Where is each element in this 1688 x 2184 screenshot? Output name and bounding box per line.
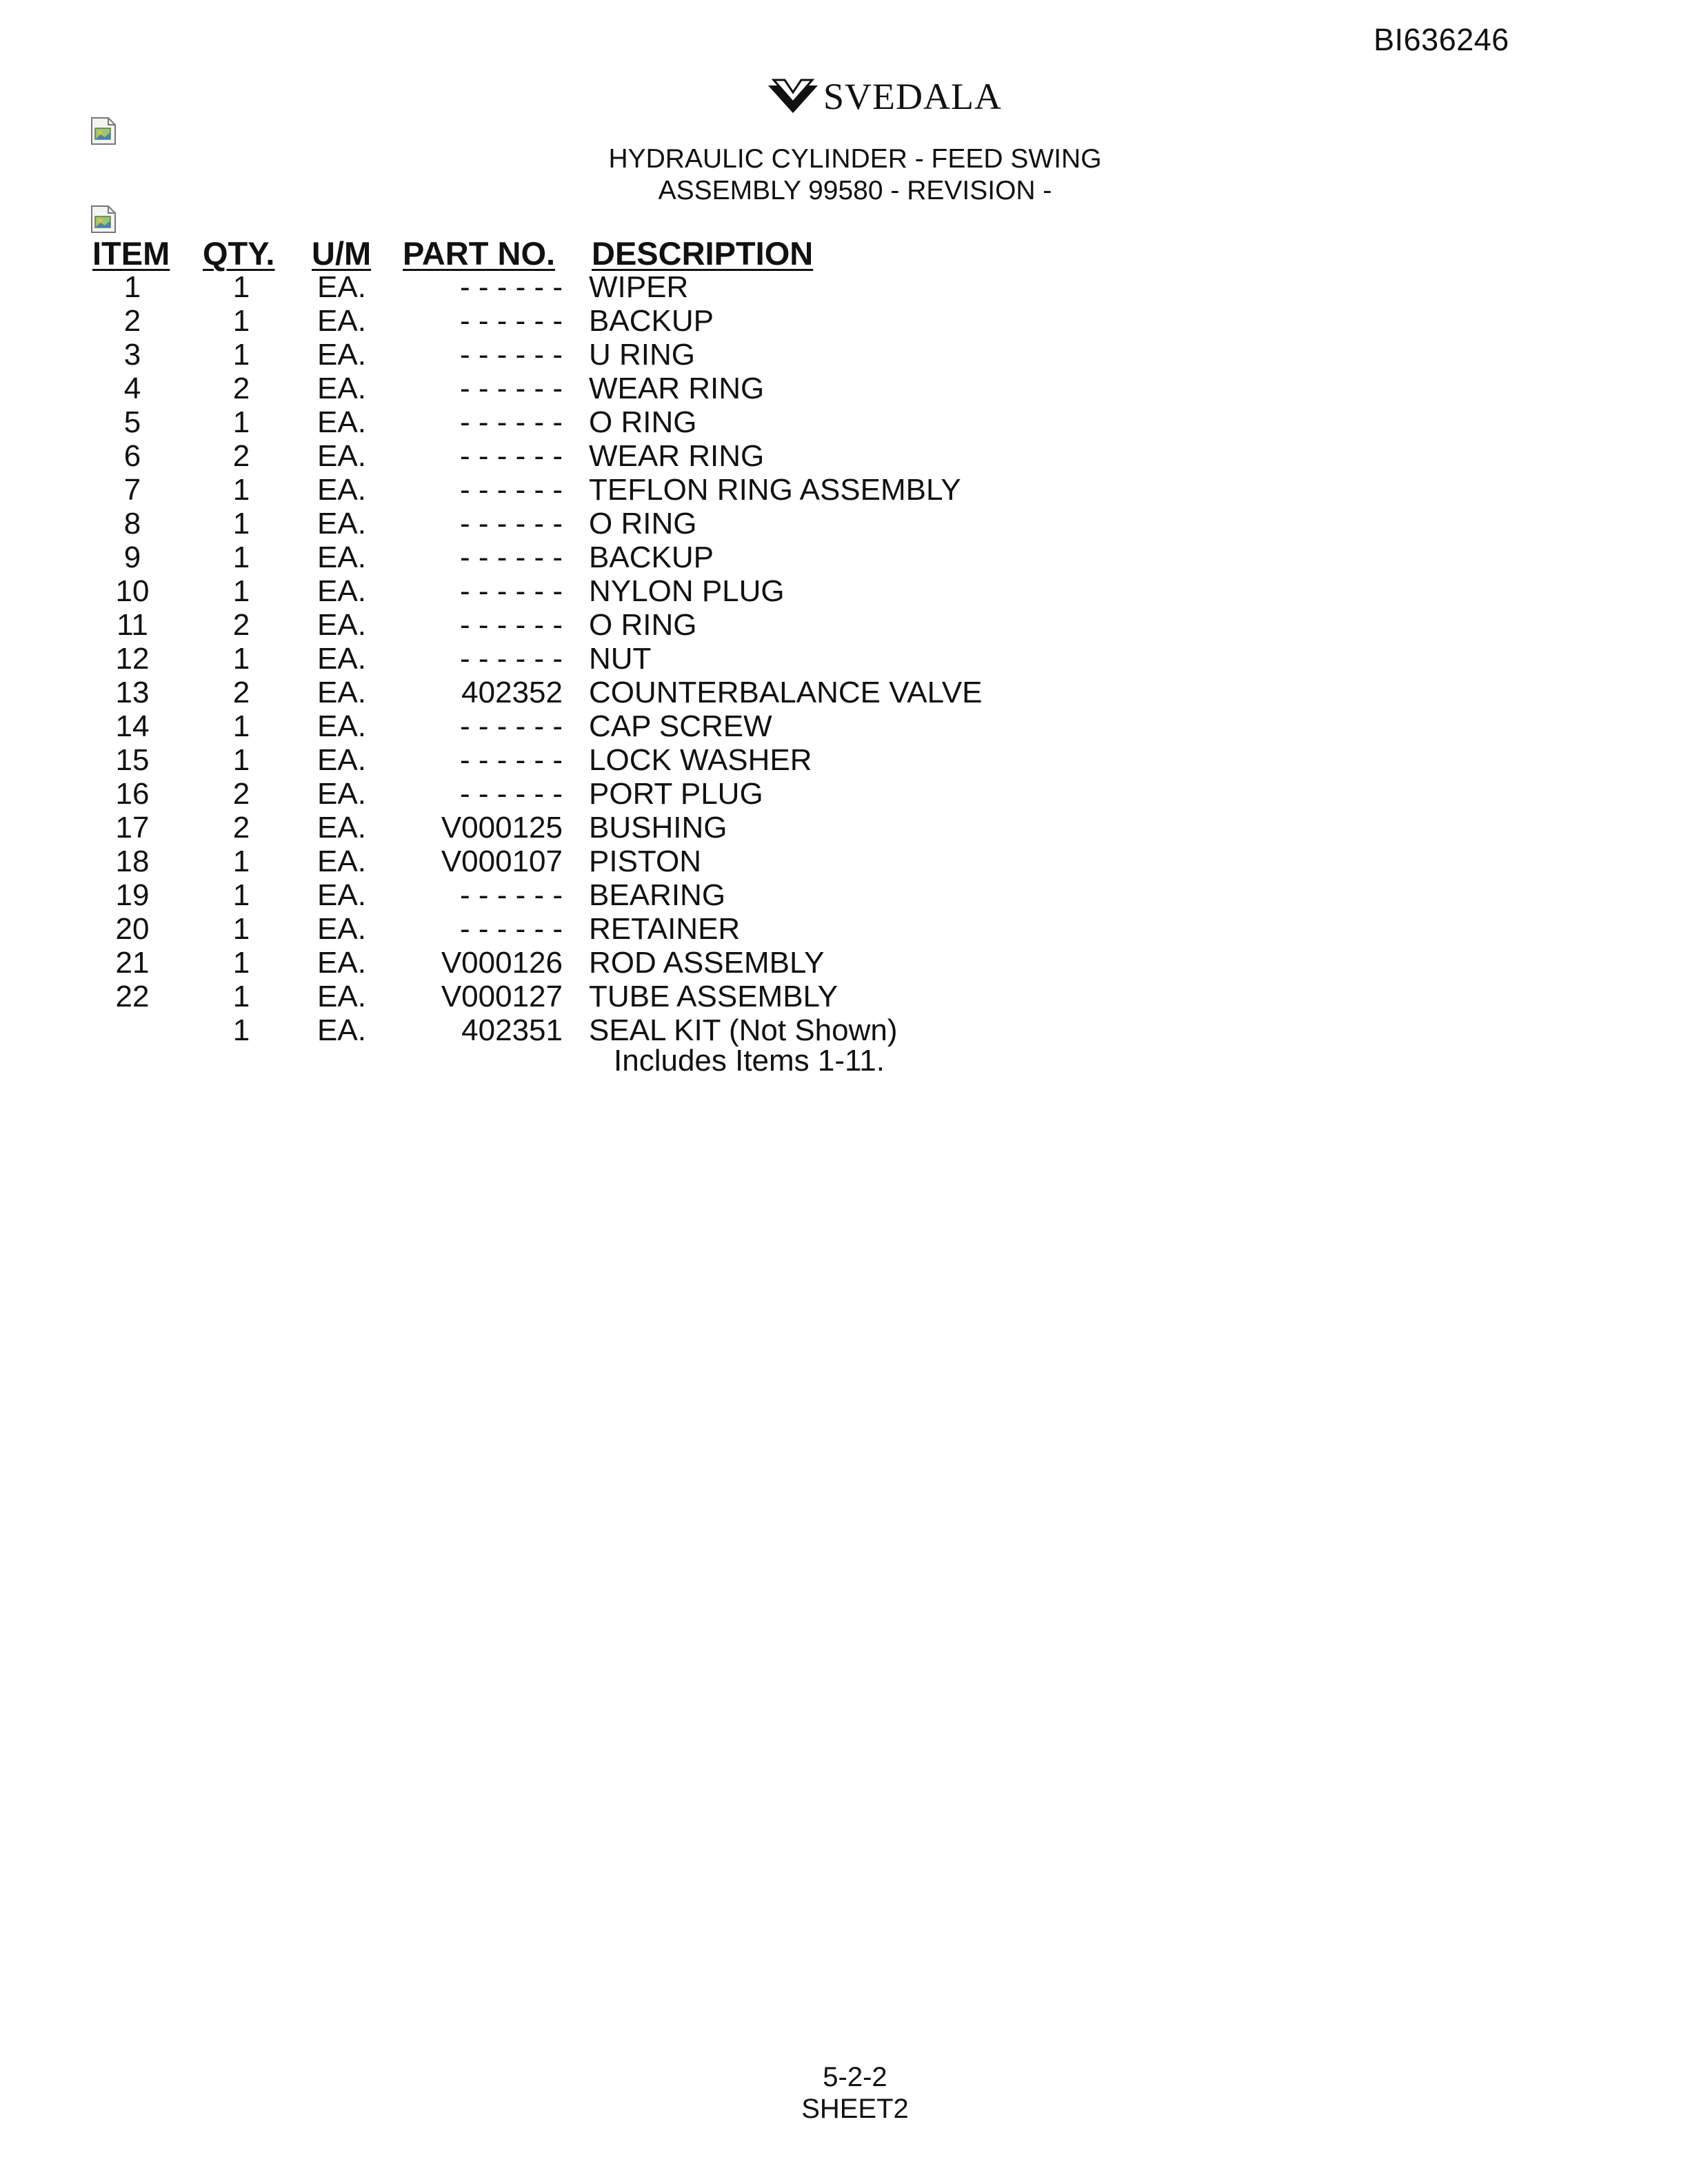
description: O RING [589,507,697,540]
table-row [0,878,1688,912]
header-qty: QTY. [203,235,275,272]
unit-of-measure: EA. [317,507,366,540]
description: WEAR RING [589,372,765,405]
quantity: 2 [232,676,250,709]
item-number: 7 [123,473,141,507]
table-row [0,946,1688,980]
quantity: 1 [232,845,250,878]
part-number: - - - - - - [459,540,563,574]
table-row [0,507,1688,540]
quantity: 1 [232,878,250,912]
document-title [0,143,1688,207]
unit-of-measure: EA. [317,946,366,980]
part-number: - - - - - - [459,270,563,304]
item-number: 8 [123,507,141,540]
description: NYLON PLUG [589,574,785,608]
part-number: - - - - - - [459,338,563,372]
quantity: 1 [232,642,250,676]
item-number: 19 [115,878,150,912]
quantity: 1 [232,1013,250,1047]
item-number: 18 [115,845,150,878]
sheet-label: SHEET2 [801,2094,909,2124]
description: RETAINER [589,912,741,946]
description: U RING [589,338,695,372]
item-number: 9 [123,540,141,574]
quantity: 1 [232,574,250,608]
part-number: 402351 [461,1013,563,1047]
part-number: V000127 [441,980,563,1013]
description: O RING [589,608,697,642]
quantity: 2 [232,439,250,473]
page-number: 5-2-2 [823,2062,887,2092]
description: ROD ASSEMBLY [589,946,825,980]
unit-of-measure: EA. [317,473,366,507]
part-number: - - - - - - [459,405,563,439]
table-row [0,439,1688,473]
unit-of-measure: EA. [317,1013,366,1047]
broken-image-icon [90,116,117,146]
unit-of-measure: EA. [317,777,366,811]
description: TEFLON RING ASSEMBLY [589,473,961,507]
quantity: 1 [232,540,250,574]
item-number: 5 [123,405,141,439]
table-row [0,372,1688,405]
quantity: 1 [232,743,250,777]
item-number: 22 [115,980,150,1013]
part-number: - - - - - - [459,912,563,946]
part-number: - - - - - - [459,574,563,608]
description: BACKUP [589,540,714,574]
table-row [0,777,1688,811]
description: BEARING [589,878,726,912]
table-row [0,405,1688,439]
item-number: 21 [115,946,150,980]
table-row [0,980,1688,1013]
unit-of-measure: EA. [317,845,366,878]
unit-of-measure: EA. [317,270,366,304]
table-row [0,540,1688,574]
item-number: 13 [115,676,150,709]
part-number: - - - - - - [459,878,563,912]
header-um: U/M [312,235,372,272]
quantity: 1 [232,980,250,1013]
unit-of-measure: EA. [317,642,366,676]
table-row [0,574,1688,608]
unit-of-measure: EA. [317,405,366,439]
unit-of-measure: EA. [317,676,366,709]
document-id: BI636246 [1374,22,1509,57]
header-item: ITEM [92,235,170,272]
item-number: 1 [123,270,141,304]
table-row [0,1013,1688,1047]
table-row [0,338,1688,372]
part-number: 402352 [461,676,563,709]
item-number: 17 [115,811,150,845]
unit-of-measure: EA. [317,912,366,946]
table-row [0,912,1688,946]
table-row [0,743,1688,777]
part-number: - - - - - - [459,473,563,507]
part-number: V000107 [441,845,563,878]
item-number: 20 [115,912,150,946]
quantity: 2 [232,777,250,811]
item-number: 6 [123,439,141,473]
unit-of-measure: EA. [317,811,366,845]
broken-image-icon [90,204,117,234]
part-number: - - - - - - [459,608,563,642]
part-number: - - - - - - [459,743,563,777]
description: SEAL KIT (Not Shown) [589,1013,898,1047]
part-number: - - - - - - [459,304,563,338]
quantity: 2 [232,811,250,845]
description: WIPER [589,270,689,304]
unit-of-measure: EA. [317,878,366,912]
unit-of-measure: EA. [317,709,366,743]
title-line-2: ASSEMBLY 99580 - REVISION - [658,176,1052,205]
seal-kit-note: Includes Items 1-11. [614,1044,885,1078]
item-number: 11 [117,608,148,642]
quantity: 1 [232,912,250,946]
quantity: 1 [232,709,250,743]
item-number: 16 [115,777,150,811]
quantity: 1 [232,338,250,372]
brand-name: SVEDALA [823,76,1002,117]
part-number: V000126 [441,946,563,980]
description: COUNTERBALANCE VALVE [589,676,983,709]
part-number: - - - - - - [459,439,563,473]
unit-of-measure: EA. [317,574,366,608]
unit-of-measure: EA. [317,743,366,777]
header-description: DESCRIPTION [592,235,814,272]
table-row [0,845,1688,878]
unit-of-measure: EA. [317,372,366,405]
quantity: 2 [232,608,250,642]
part-number: - - - - - - [459,777,563,811]
unit-of-measure: EA. [317,338,366,372]
quantity: 1 [232,507,250,540]
table-row [0,811,1688,845]
part-number: - - - - - - [459,507,563,540]
description: WEAR RING [589,439,765,473]
item-number: 2 [123,304,141,338]
part-number: - - - - - - [459,372,563,405]
unit-of-measure: EA. [317,980,366,1013]
table-row [0,304,1688,338]
item-number: 12 [115,642,150,676]
part-number: - - - - - - [459,709,563,743]
table-row [0,270,1688,304]
quantity: 1 [232,270,250,304]
description: TUBE ASSEMBLY [589,980,838,1013]
table-row [0,642,1688,676]
table-row [0,709,1688,743]
item-number: 15 [115,743,150,777]
quantity: 2 [232,372,250,405]
table-row [0,676,1688,709]
part-number: - - - - - - [459,642,563,676]
description: PISTON [589,845,702,878]
item-number: 14 [115,709,150,743]
description: LOCK WASHER [589,743,812,777]
description: O RING [589,405,697,439]
description: BUSHING [589,811,727,845]
item-number: 3 [123,338,141,372]
description: PORT PLUG [589,777,763,811]
unit-of-measure: EA. [317,439,366,473]
unit-of-measure: EA. [317,540,366,574]
item-number: 4 [123,372,141,405]
description: BACKUP [589,304,714,338]
quantity: 1 [232,946,250,980]
item-number: 10 [115,574,150,608]
quantity: 1 [232,405,250,439]
svedala-chevron-logo-icon [767,79,819,114]
unit-of-measure: EA. [317,304,366,338]
part-number: V000125 [441,811,563,845]
description: CAP SCREW [589,709,772,743]
unit-of-measure: EA. [317,608,366,642]
quantity: 1 [232,304,250,338]
title-line-1: HYDRAULIC CYLINDER - FEED SWING [608,144,1102,174]
description: NUT [589,642,652,676]
table-row [0,473,1688,507]
page-footer [0,2061,1688,2125]
header-part-no: PART NO. [403,235,556,272]
svedala-logo [767,74,1002,119]
table-row [0,608,1688,642]
quantity: 1 [232,473,250,507]
